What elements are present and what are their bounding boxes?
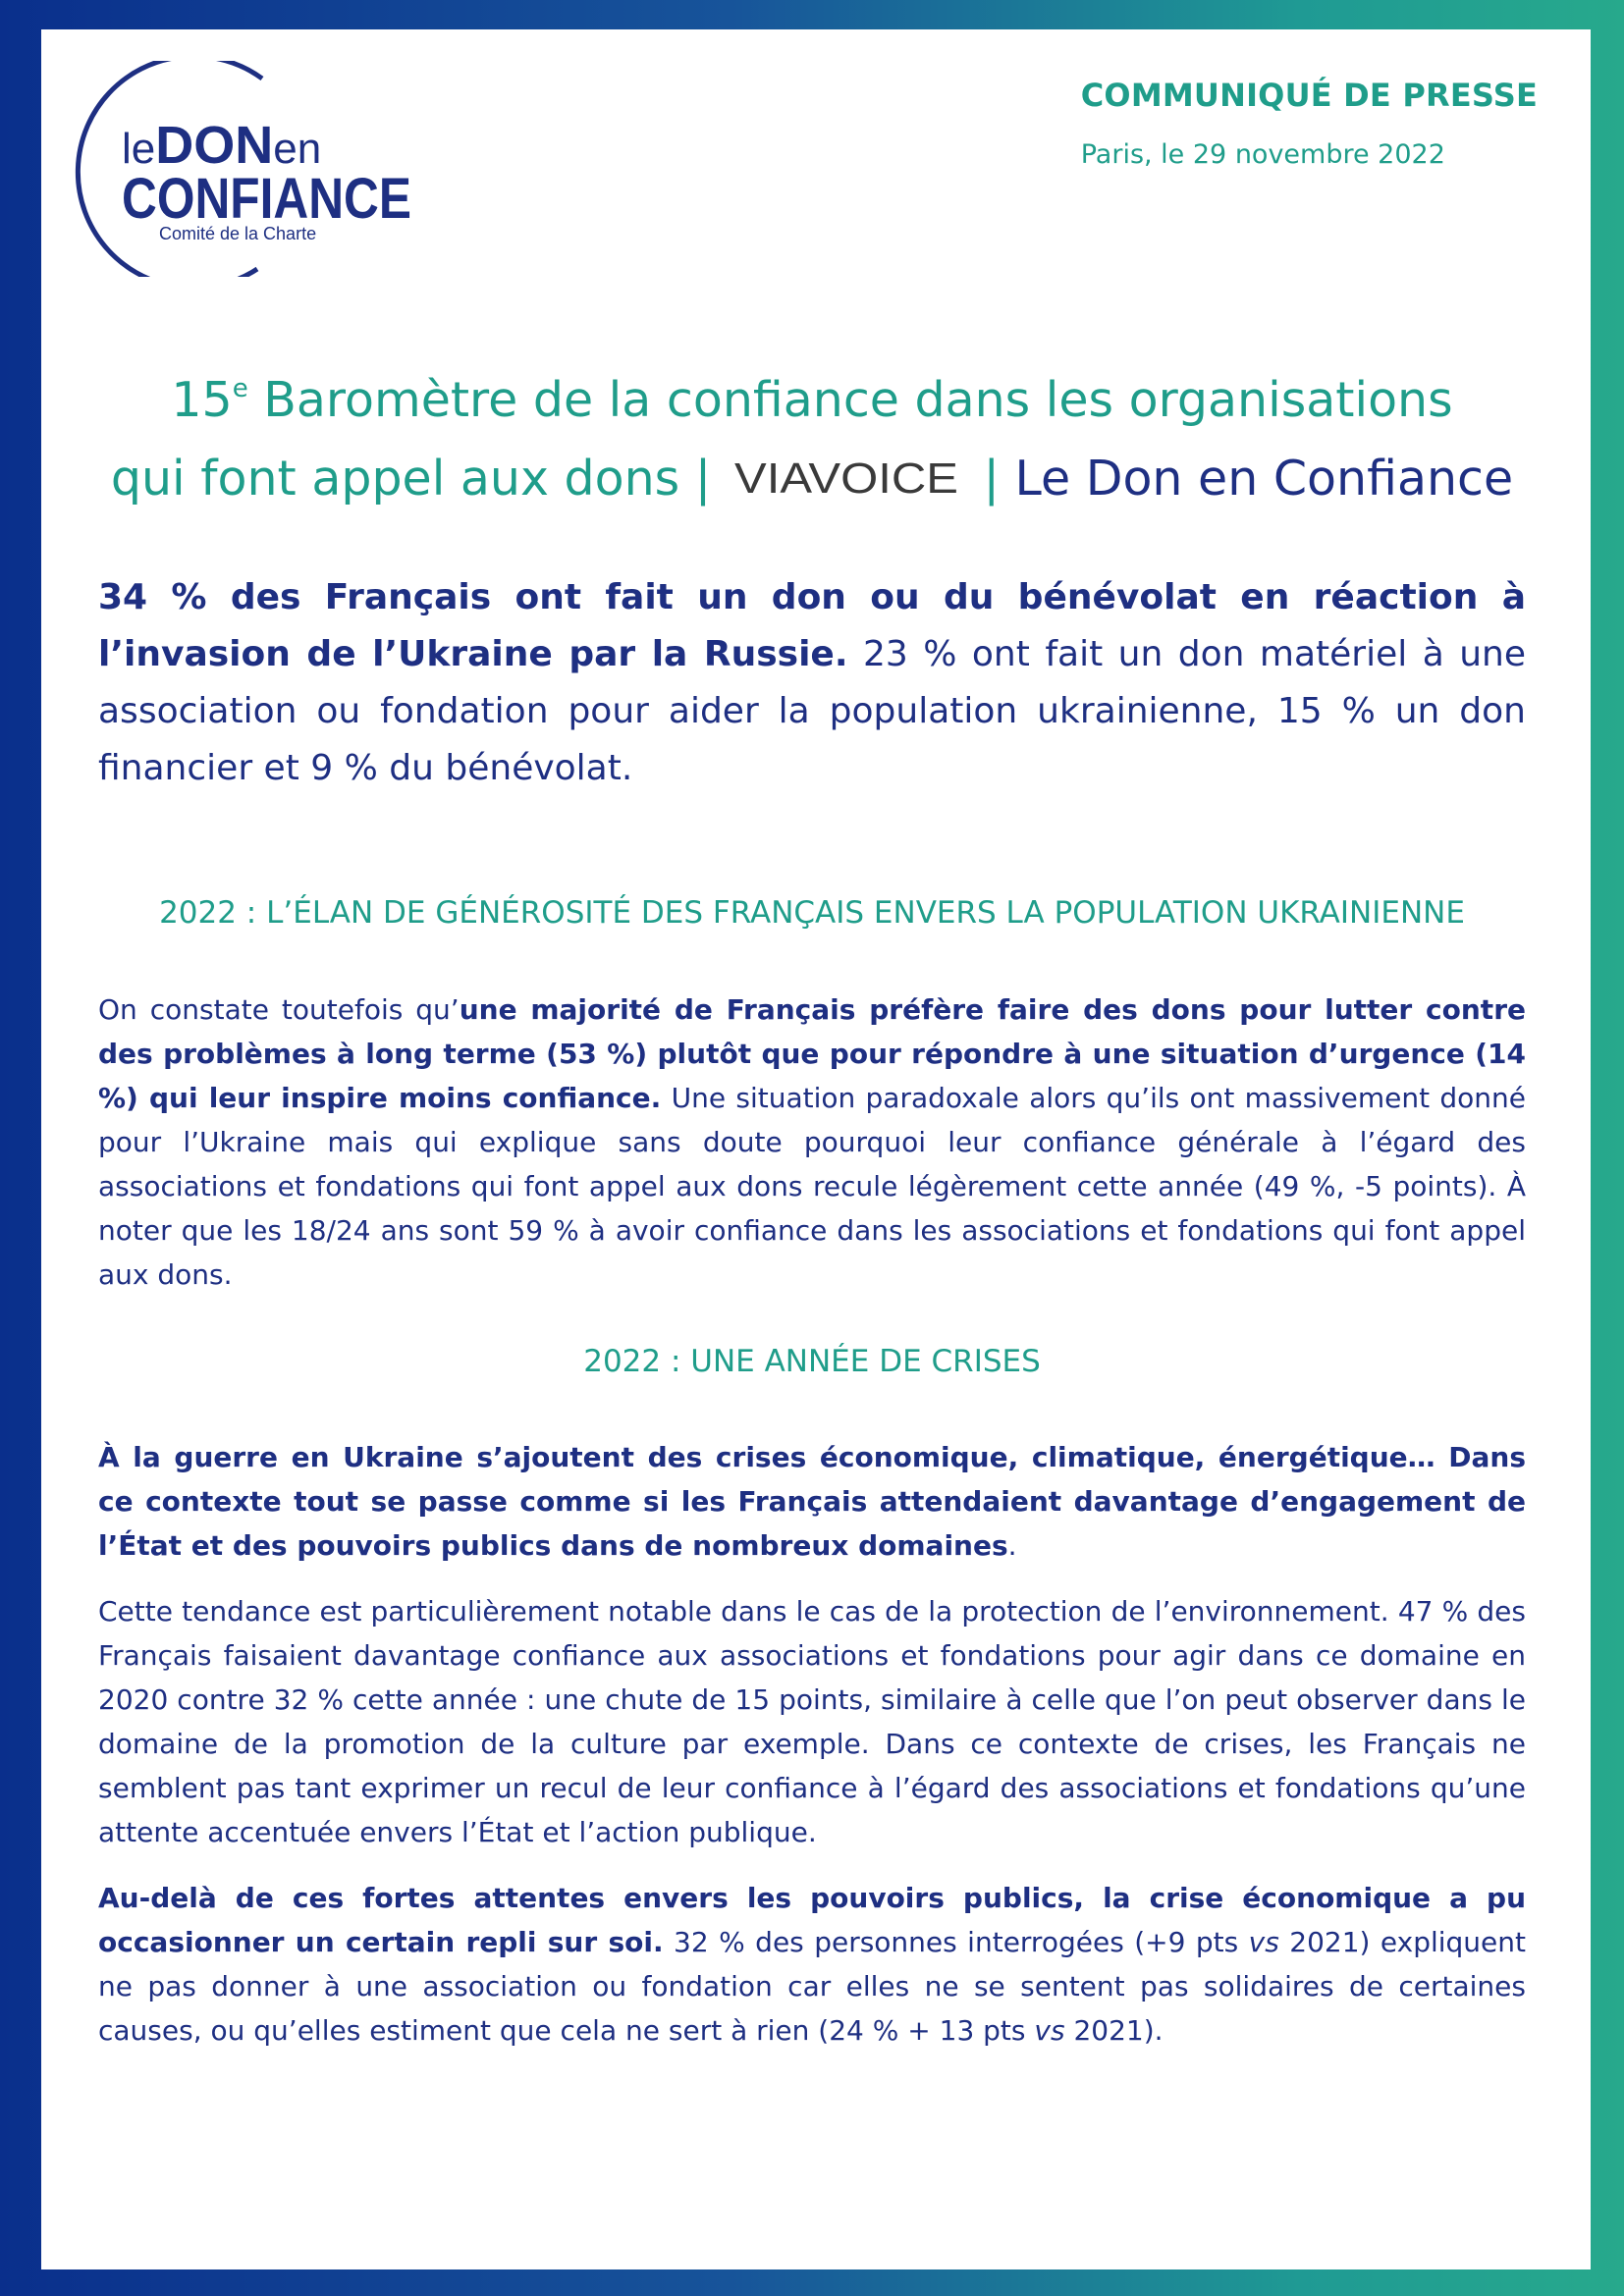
lead-bold: 34 % des Français ont fait un don ou du bénévolat en réaction à l’invasion de l’Ukraine par la Russie. <box>98 577 1526 674</box>
section2-body <box>98 1435 1526 2053</box>
headline-line2-end: Le Don en Confiance <box>1014 451 1514 507</box>
press-header <box>1081 77 1538 170</box>
headline-line2-start: qui font appel aux dons | <box>110 451 727 507</box>
headline-line2 <box>0 440 1624 518</box>
logo-don: DON <box>155 116 274 175</box>
section2-p3-vs1: vs <box>1248 1926 1279 1958</box>
press-label: COMMUNIQUÉ DE PRESSE <box>1080 77 1538 114</box>
section2-paragraph3 <box>98 1876 1526 2053</box>
logo-tagline: Comité de la Charte <box>159 224 317 243</box>
section1-p1-bold: une majorité de Français préfère faire des dons pour lutter contre des problèmes à long terme (53 %) plutôt que pour répondre à une situation d’urgence (14 %) qui leur inspire moins confiance. <box>98 993 1526 1114</box>
lead-rest: 23 % ont fait un don matériel à une association ou fondation pour aider la population ukrainienne, 15 % un don financier et 9 % du bénévolat. <box>98 634 1526 788</box>
section2-p3-a: 32 % des personnes interrogées (+9 pts <box>663 1926 1249 1958</box>
section2-paragraph1 <box>98 1435 1526 1568</box>
section1-body <box>98 988 1526 1297</box>
don-en-confiance-logo <box>61 61 414 277</box>
viavoice-wordmark: VIAVOICE <box>733 454 958 503</box>
logo-le: le <box>122 125 156 173</box>
section1-paragraph <box>98 988 1526 1297</box>
logo-en: en <box>273 125 322 173</box>
section2-p3-b: 2021) expliquent ne pas donner à une association ou fondation car elles ne se sentent pas solidaires de certaines causes, ou qu’elles estiment que cela ne sert à rien (24 % + 13 pts <box>98 1926 1527 2047</box>
headline-superscript: e <box>232 374 248 403</box>
section2-p3-c: 2021). <box>1064 2014 1164 2047</box>
section2-p1-end: . <box>1007 1529 1017 1562</box>
press-date: Paris, le 29 novembre 2022 <box>1080 139 1445 170</box>
lead-paragraph <box>98 569 1526 797</box>
headline-line1-text: Baromètre de la confiance dans les organisations <box>247 372 1453 428</box>
headline-line1 <box>0 361 1624 440</box>
section2-paragraph2: Cette tendance est particulièrement notable dans le cas de la protection de l’environnement. 47 % des Français faisaient davantage confiance aux associations et fondations pour agir dans ce domaine en 2020 contre 32 % cette année : une chute de 15 points, similaire à celle que l’on peut observer dans le domaine de la promotion de la culture par exemple. Dans ce contexte de crises, les Français ne semblent pas tant exprimer un recul de leur confiance à l’égard des associations et fondations qu’une attente accentuée envers l’État et l’action publique. <box>98 1595 1526 1848</box>
section1-p1-start: On constate toutefois qu’ <box>98 993 460 1026</box>
svg-text:leDONen <box>122 116 321 175</box>
section2-p1-bold: À la guerre en Ukraine s’ajoutent des crises économique, climatique, énergétique… Dans ce contexte tout se passe comme si les Français attendaient davantage d’engagement de l’État et des pouvoirs publics dans de nombreux domaines <box>98 1441 1526 1562</box>
viavoice-logo <box>734 454 960 503</box>
headline <box>0 361 1624 518</box>
section2-p3-bold: Au-delà de ces fortes attentes envers les pouvoirs publics, la crise économique a pu occasionner un certain repli sur soi. <box>98 1882 1526 1958</box>
headline-separator: | <box>967 451 1015 507</box>
headline-number: 15 <box>171 372 233 428</box>
section1-p1-rest: Une situation paradoxale alors qu’ils ont massivement donné pour l’Ukraine mais qui explique sans doute pourquoi leur confiance générale à l’égard des associations et fondations qui font appel aux dons recule légèrement cette année (49 %, -5 points). À noter que les 18/24 ans sont 59 % à avoir confiance dans les associations et fondations qui font appel aux dons. <box>98 1082 1526 1291</box>
section2-p3-vs2: vs <box>1034 2014 1065 2047</box>
section1-title: 2022 : L’ÉLAN DE GÉNÉROSITÉ DES FRANÇAIS ENVERS LA POPULATION UKRAINIENNE <box>159 895 1465 931</box>
section2-title: 2022 : UNE ANNÉE DE CRISES <box>583 1344 1041 1379</box>
logo-confiance: CONFIANCE <box>122 167 411 231</box>
